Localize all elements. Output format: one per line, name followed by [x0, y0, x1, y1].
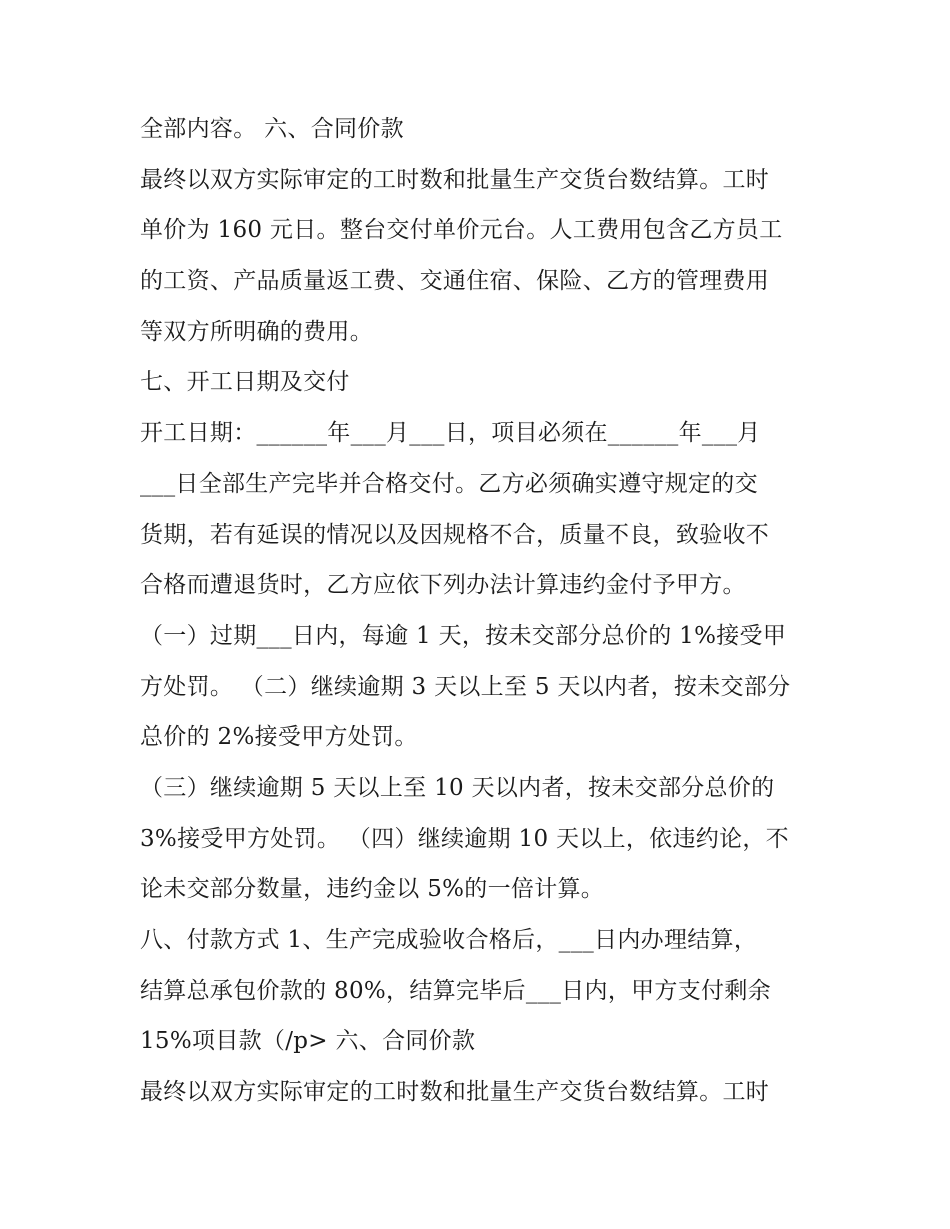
- text-line: 八、付款方式 1、生产完成验收合格后，___日内办理结算，: [140, 927, 758, 953]
- document-body: [140, 104, 820, 1118]
- section-heading: 七、开工日期及交付: [140, 369, 350, 396]
- text-line: 货期，若有延误的情况以及因规格不合，质量不良，致验收不: [140, 521, 770, 548]
- text-line: 方处罚。 （二）继续逾期 3 天以上至 5 天以内者，按未交部分: [140, 673, 791, 700]
- text-line: 论未交部分数量，违约金以 5%的一倍计算。: [140, 876, 605, 903]
- text-line: 合格而遭退货时，乙方应依下列办法计算违约金付予甲方。: [140, 572, 746, 599]
- text-line: 单价为 160 元日。整台交付单价元台。人工费用包含乙方员工: [140, 217, 783, 244]
- text-line: （三）继续逾期 5 天以上至 10 天以内者，按未交部分总价的: [140, 774, 775, 801]
- text-line: ___日全部生产完毕并合格交付。乙方必须确实遵守规定的交: [140, 470, 758, 497]
- text-line: 总价的 2%接受甲方处罚。: [140, 724, 418, 751]
- text-line: 最终以双方实际审定的工时数和批量生产交货台数结算。工时: [140, 1079, 770, 1106]
- text-line: 最终以双方实际审定的工时数和批量生产交货台数结算。工时: [140, 166, 770, 193]
- text-line: 等双方所明确的费用。: [140, 318, 373, 345]
- text-line: 3%接受甲方处罚。 （四）继续逾期 10 天以上，依违约论，不: [140, 825, 789, 852]
- text-line: 开工日期：______年___月___日，项目必须在______年___月: [140, 420, 761, 447]
- text-line: 结算总承包价款的 80%，结算完毕后___日内，甲方支付剩余: [140, 977, 771, 1004]
- text-line: 的工资、产品质量返工费、交通住宿、保险、乙方的管理费用: [140, 268, 770, 295]
- text-line: （一）过期___日内，每逾 1 天，按未交部分总价的 1%接受甲: [140, 622, 787, 649]
- text-line: 全部内容。 六、合同价款: [140, 116, 404, 142]
- text-line: 15%项目款（/p> 六、合同价款: [140, 1028, 476, 1055]
